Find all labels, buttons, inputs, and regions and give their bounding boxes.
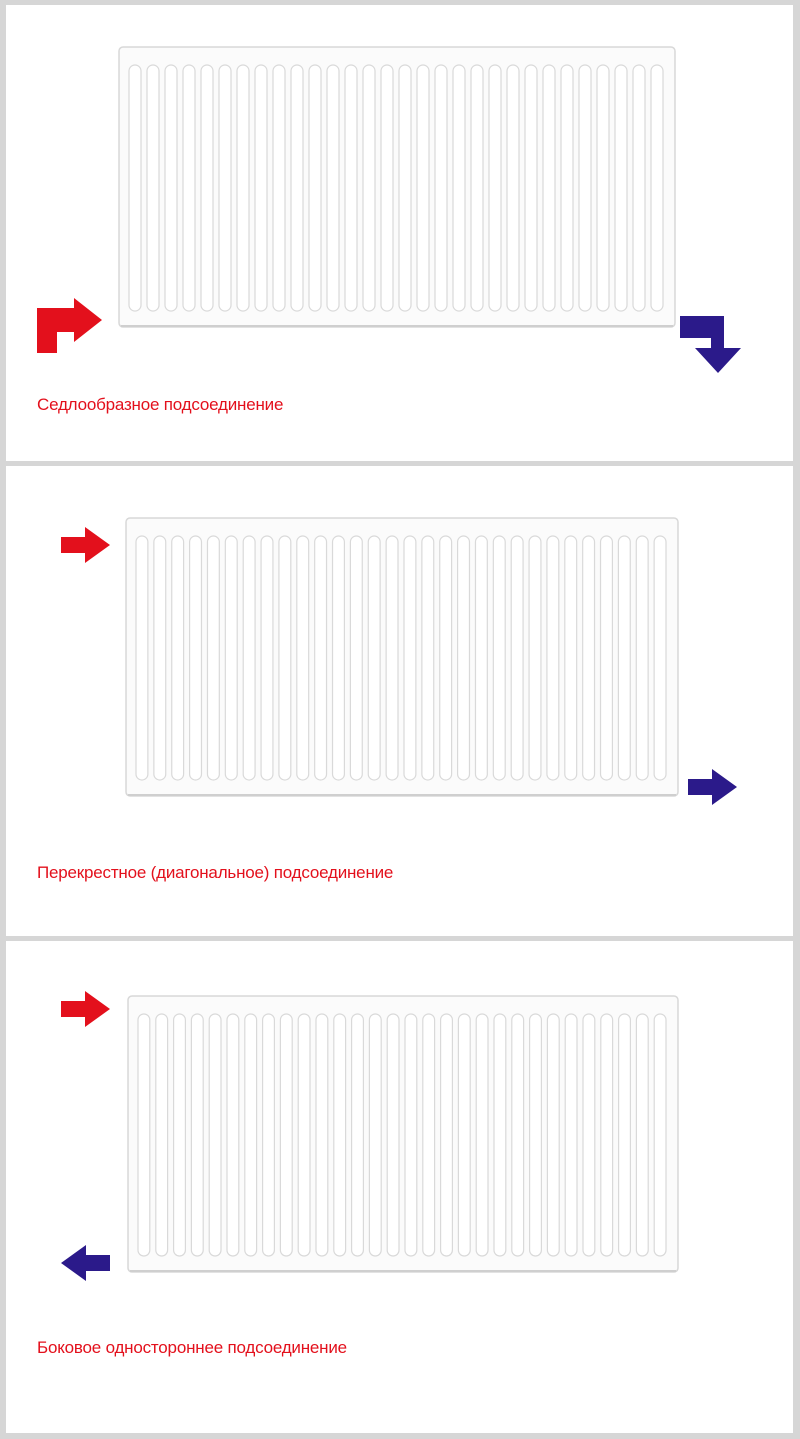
radiator-fin	[369, 1014, 381, 1256]
connection-diagram	[6, 941, 793, 1433]
radiator-fin	[333, 536, 345, 780]
radiator-fin	[547, 536, 559, 780]
radiator-fin	[363, 65, 375, 311]
radiator-fin	[441, 1014, 453, 1256]
radiator-fin	[547, 1014, 559, 1256]
radiator-fin	[458, 1014, 470, 1256]
supply-elbow-arrow-icon	[37, 298, 102, 353]
radiator-fin	[315, 536, 327, 780]
return-elbow-arrow-icon	[680, 316, 741, 373]
connection-panel-one-sided	[6, 941, 793, 1433]
radiator-fin	[368, 536, 380, 780]
radiator-fin	[618, 536, 630, 780]
connection-panel-diagonal	[6, 466, 793, 936]
radiator-fin	[583, 536, 595, 780]
radiator-fin	[405, 1014, 417, 1256]
connection-panel-saddle	[6, 5, 793, 461]
radiator-fin	[227, 1014, 239, 1256]
radiator-fin	[183, 65, 195, 311]
radiator-fin	[601, 1014, 613, 1256]
radiator-fin	[651, 65, 663, 311]
radiator-fin	[507, 65, 519, 311]
radiator-fin	[636, 1014, 648, 1256]
connection-caption: Боковое одностороннее подсоединение	[37, 1338, 347, 1357]
radiator-fin	[263, 1014, 275, 1256]
connection-caption: Перекрестное (диагональное) подсоединение	[37, 863, 394, 882]
radiator	[128, 996, 678, 1272]
radiator-fin	[654, 1014, 666, 1256]
supply-arrow-icon	[61, 527, 110, 563]
return-arrow-icon	[61, 1245, 110, 1281]
supply-arrow-icon	[61, 991, 110, 1027]
radiator-fin	[245, 1014, 257, 1256]
radiator-fin	[476, 1014, 488, 1256]
radiator-fin	[154, 536, 166, 780]
radiator-fin	[191, 1014, 203, 1256]
radiator-fin	[565, 536, 577, 780]
radiator-fin	[138, 1014, 150, 1256]
radiator-fin	[172, 536, 184, 780]
radiator-fin	[583, 1014, 595, 1256]
radiator-fin	[440, 536, 452, 780]
radiator-fin	[136, 536, 148, 780]
radiator-fin	[530, 1014, 542, 1256]
radiator-fin	[381, 65, 393, 311]
radiator-fin	[219, 65, 231, 311]
radiator-fin	[237, 65, 249, 311]
radiator-fin	[493, 536, 505, 780]
connection-diagram	[6, 5, 793, 461]
radiator-fin	[386, 536, 398, 780]
radiator-fin	[147, 65, 159, 311]
radiator-fin	[453, 65, 465, 311]
radiator	[119, 47, 675, 327]
radiator-fin	[525, 65, 537, 311]
radiator-fin	[615, 65, 627, 311]
radiator-fin	[309, 65, 321, 311]
radiator-fin	[243, 536, 255, 780]
radiator-fin	[633, 65, 645, 311]
radiator-fin	[417, 65, 429, 311]
radiator-fin	[298, 1014, 310, 1256]
radiator-fin	[579, 65, 591, 311]
radiator-fin	[225, 536, 237, 780]
radiator-fin	[458, 536, 470, 780]
radiator-fin	[327, 65, 339, 311]
radiator-fin	[297, 536, 309, 780]
radiator-fin	[165, 65, 177, 311]
radiator-fin	[565, 1014, 577, 1256]
radiator-fin	[423, 1014, 435, 1256]
radiator-fin	[207, 536, 219, 780]
radiator-fin	[636, 536, 648, 780]
radiator-fin	[511, 536, 523, 780]
radiator-fin	[156, 1014, 168, 1256]
radiator-fin	[387, 1014, 399, 1256]
radiator-fin	[543, 65, 555, 311]
radiator-fin	[435, 65, 447, 311]
radiator-fin	[404, 536, 416, 780]
radiator-fin	[201, 65, 213, 311]
radiator-fin	[654, 536, 666, 780]
radiator-fin	[129, 65, 141, 311]
radiator-fin	[561, 65, 573, 311]
radiator-fin	[512, 1014, 524, 1256]
radiator-fin	[174, 1014, 186, 1256]
connection-caption: Седлообразное подсоединение	[37, 395, 284, 414]
radiator-fin	[399, 65, 411, 311]
radiator-fin	[471, 65, 483, 311]
radiator-fin	[489, 65, 501, 311]
radiator-fin	[422, 536, 434, 780]
radiator-fin	[619, 1014, 631, 1256]
radiator-fin	[280, 1014, 292, 1256]
radiator-fin	[529, 536, 541, 780]
radiator-fin	[334, 1014, 346, 1256]
radiator-fin	[350, 536, 362, 780]
radiator-fin	[190, 536, 202, 780]
radiator-fin	[345, 65, 357, 311]
radiator-fin	[291, 65, 303, 311]
radiator-fin	[273, 65, 285, 311]
radiator-fin	[494, 1014, 506, 1256]
radiator-fin	[475, 536, 487, 780]
radiator-fin	[597, 65, 609, 311]
radiator-fin	[279, 536, 291, 780]
radiator-fin	[209, 1014, 221, 1256]
radiator-fin	[601, 536, 613, 780]
return-arrow-icon	[688, 769, 737, 805]
radiator-fin	[352, 1014, 364, 1256]
radiator	[126, 518, 678, 796]
radiator-fin	[316, 1014, 328, 1256]
radiator-fin	[261, 536, 273, 780]
radiator-fin	[255, 65, 267, 311]
